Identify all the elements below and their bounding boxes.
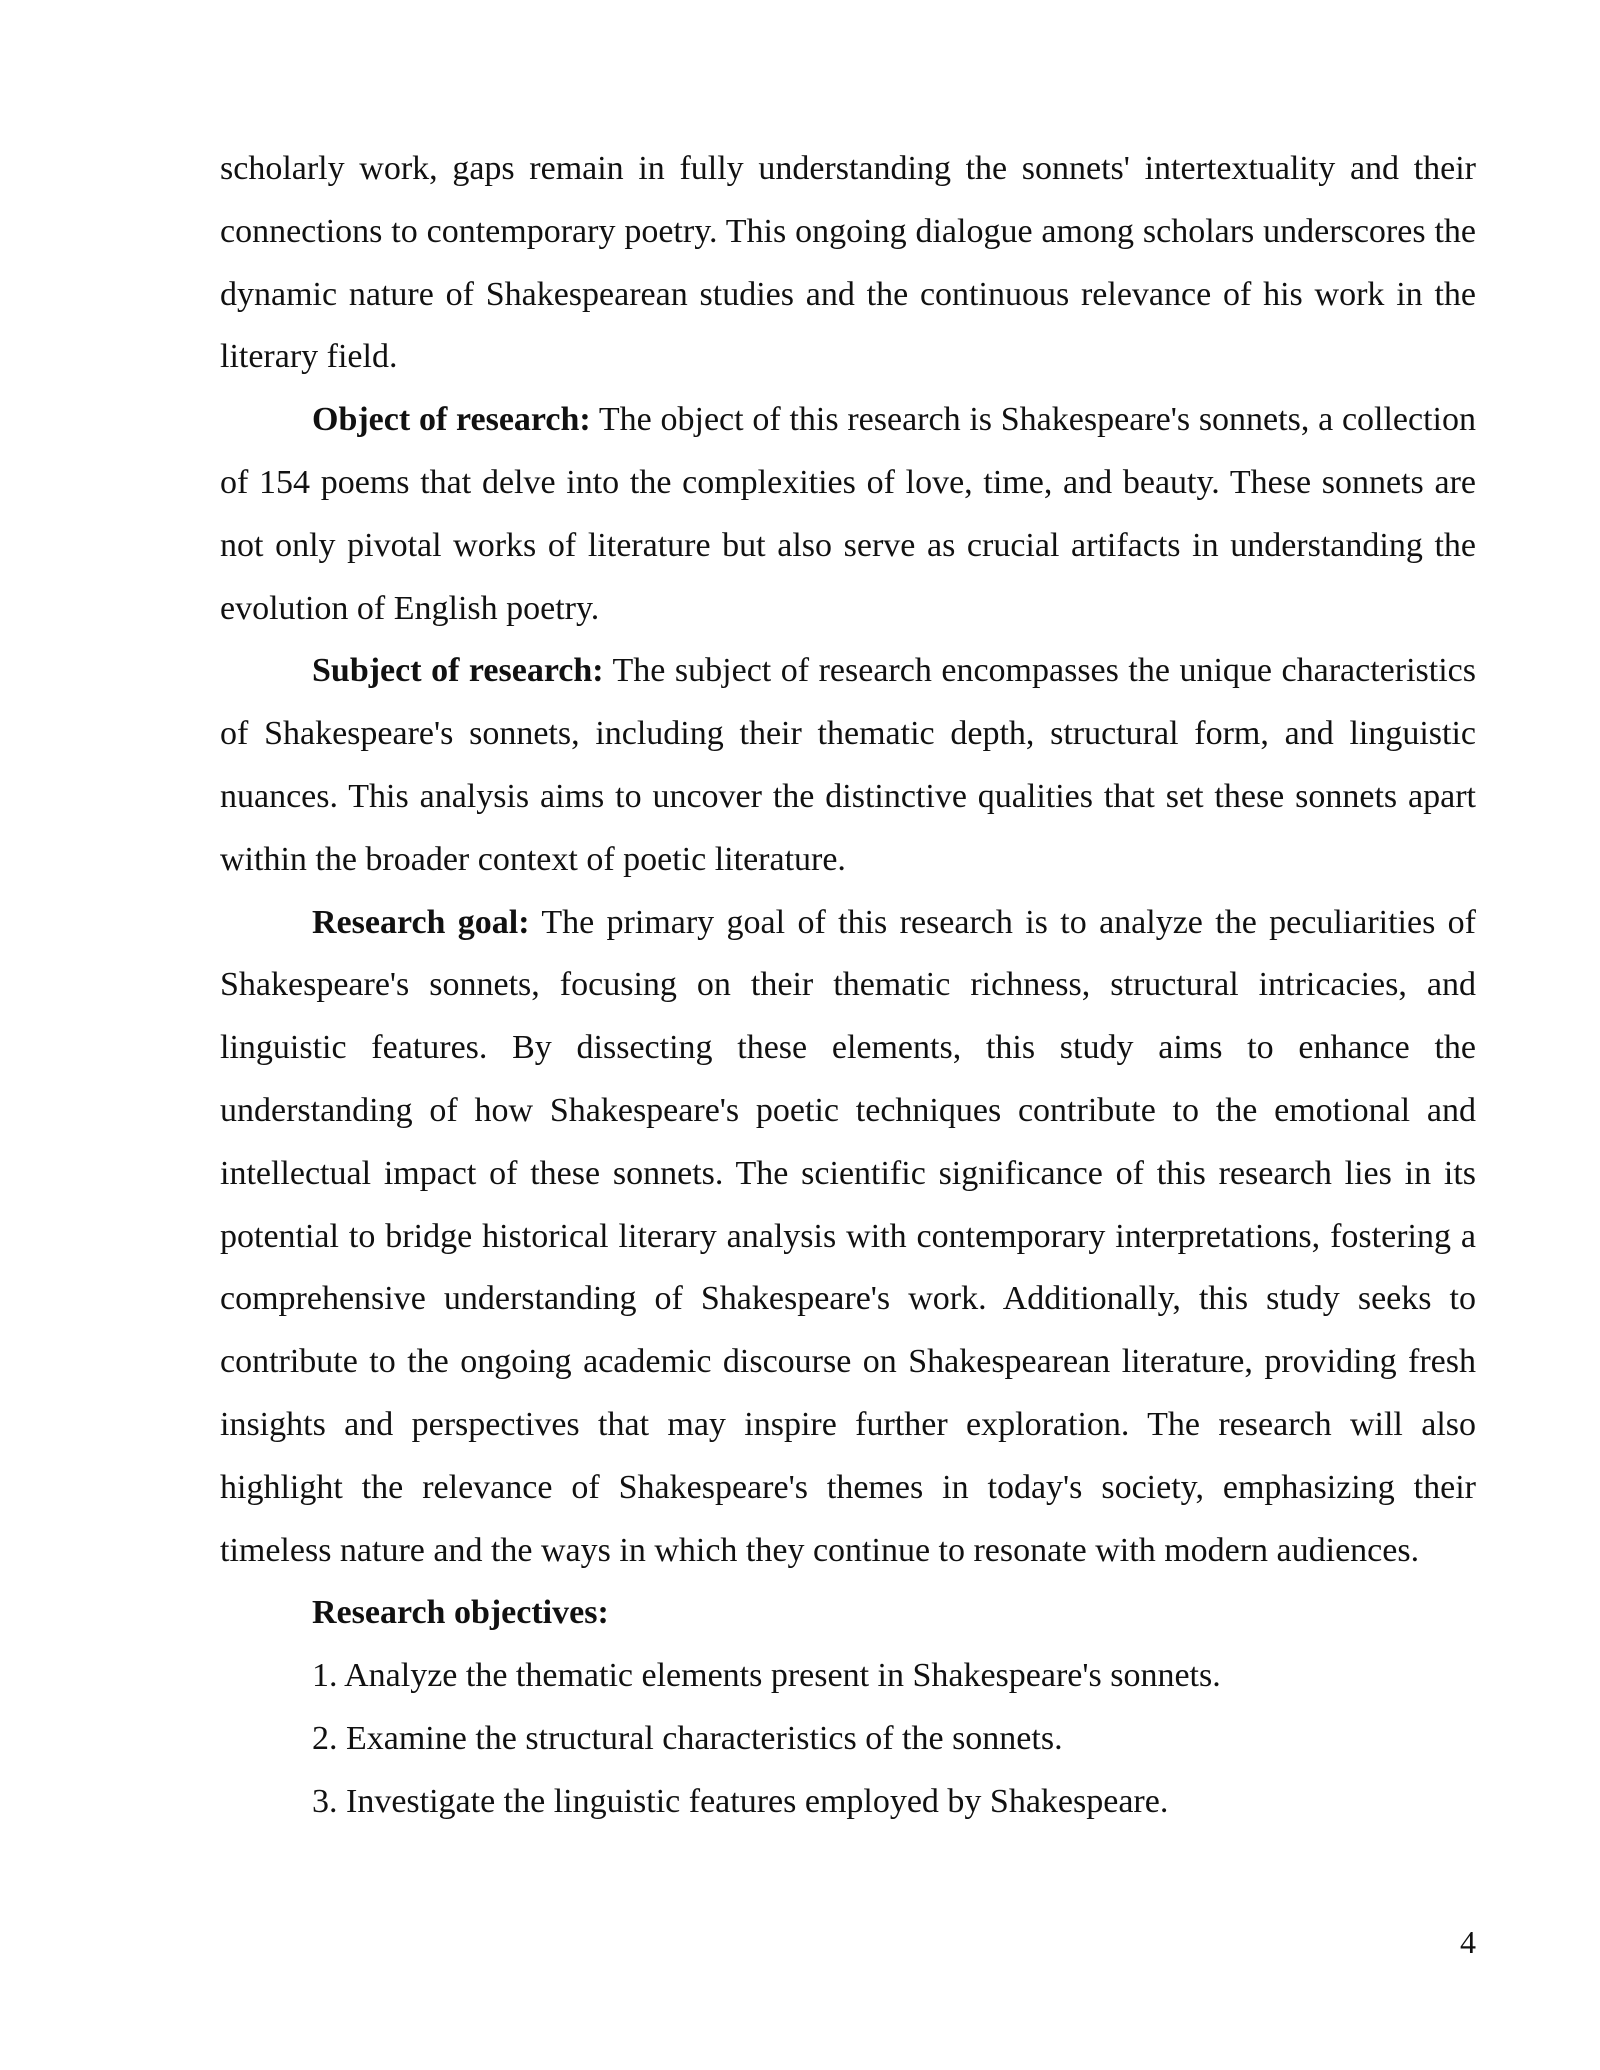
research-objectives-heading: Research objectives: <box>312 1594 609 1632</box>
continuation-paragraph: scholarly work, gaps remain in fully understanding the sonnets' intertextuality and their connections to contemporary poetry. This ongoing dialogue among scholars underscores the dynamic nature of Shakespearean studies and the continuous relevance of his work in the literary field. <box>220 150 1476 376</box>
object-of-research-label: Object of research: <box>312 401 591 439</box>
subject-of-research-text: The subject of research encompasses the unique characteristics of Shakespeare's sonnets, including their thematic depth, structural form, and linguistic nuances. This analysis aims to uncover the distinctive qualities that set these sonnets apart within the broader context of poetic literature. <box>220 652 1476 878</box>
objective-item: 1. Analyze the thematic elements present in Shakespeare's sonnets. <box>312 1657 1221 1695</box>
object-of-research-paragraph <box>220 389 1476 640</box>
research-goal-text: The primary goal of this research is to analyze the peculiarities of Shakespeare's sonnets, focusing on their thematic richness, structural intricacies, and linguistic features. By dissecting these elements, this study aims to enhance the understanding of how Shakespeare's poetic techniques contribute to the emotional and intellectual impact of these sonnets. The scientific significance of this research lies in its potential to bridge historical literary analysis with contemporary interpretations, fostering a comprehensive understanding of Shakespeare's work. Additionally, this study seeks to contribute to the ongoing academic discourse on Shakespearean literature, providing fresh insights and perspectives that may inspire further exploration. The research will also highlight the relevance of Shakespeare's themes in today's society, emphasizing their timeless nature and the ways in which they continue to resonate with modern audiences. <box>220 903 1476 1569</box>
research-goal-paragraph <box>220 892 1476 1583</box>
research-goal-label: Research goal: <box>312 903 530 941</box>
subject-of-research-paragraph <box>220 640 1476 891</box>
research-objectives-list <box>220 1645 1476 1833</box>
object-of-research-text: The object of this research is Shakespeare's sonnets, a collection of 154 poems that delve into the complexities of love, time, and beauty. These sonnets are not only pivotal works of literature but also serve as crucial artifacts in understanding the evolution of English poetry. <box>220 401 1476 627</box>
page-body <box>220 138 1476 1834</box>
subject-of-research-label: Subject of research: <box>312 652 604 690</box>
page-number: 4 <box>1460 1924 1476 1960</box>
objective-item: 2. Examine the structural characteristics of the sonnets. <box>312 1719 1063 1757</box>
objective-item: 3. Investigate the linguistic features employed by Shakespeare. <box>312 1782 1169 1820</box>
